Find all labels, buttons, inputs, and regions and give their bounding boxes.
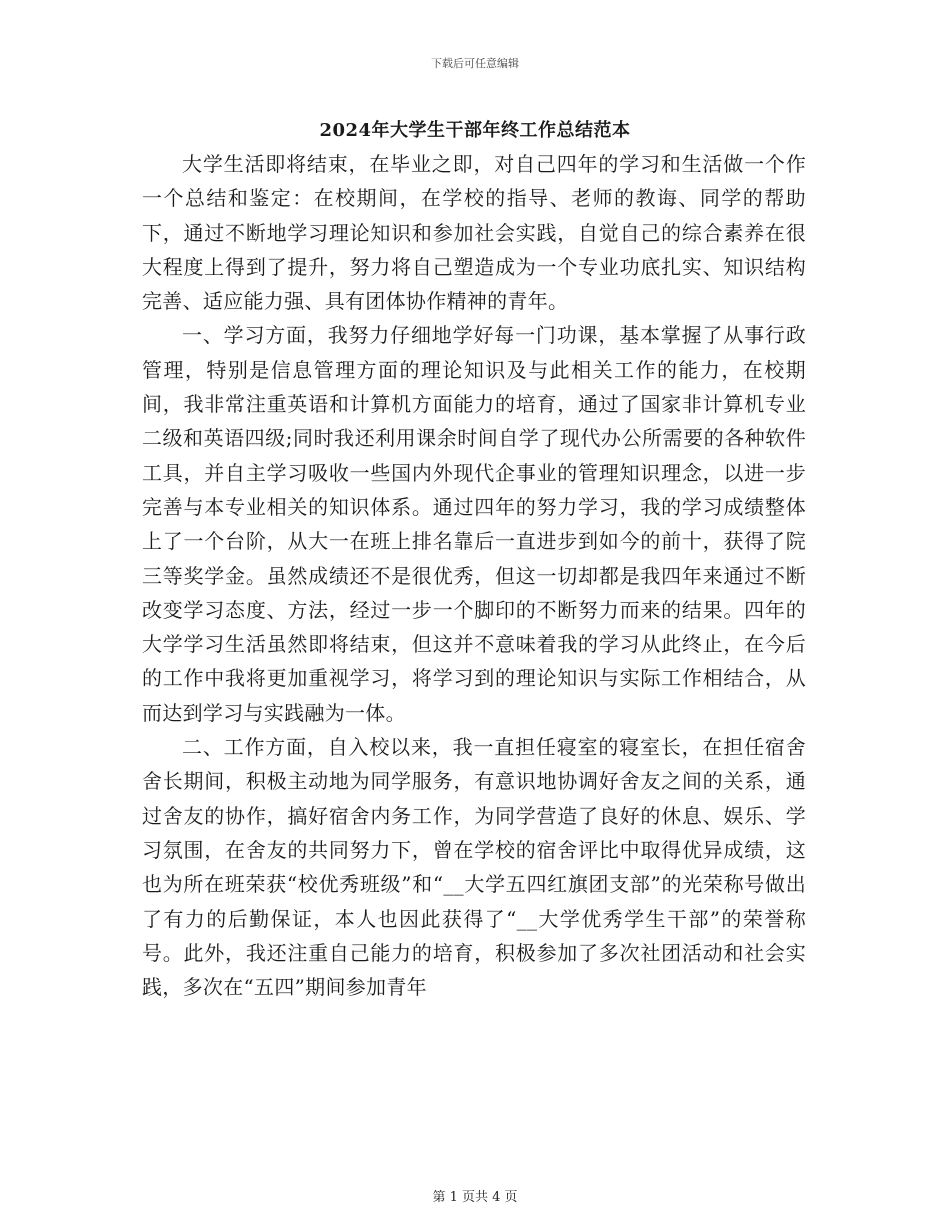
paragraph-study: 一、学习方面，我努力仔细地学好每一门功课，基本掌握了从事行政管理，特别是信息管理方面的理论知识及与此相关工作的能力，在校期间，我非常注重英语和计算机方面能力的培育，通过了国家非计算机专业二级和英语四级;同时我还利用课余时间自学了现代办公所需要的各种软件工具，并自主学习吸收一些国内外现代企事业的管理知识理念，以进一步完善与本专业相关的知识体系。通过四年的努力学习，我的学习成绩整体上了一个台阶，从大一在班上排名靠后一直进步到如今的前十，获得了院三等奖学金。虽然成绩还不是很优秀，但这一切却都是我四年来通过不断改变学习态度、方法，经过一步一个脚印的不断努力而来的结果。四年的大学学习生活虽然即将结束，但这并不意味着我的学习从此终止，在今后的工作中我将更加重视学习，将学习到的理论知识与实际工作相结合，从而达到学习与实践融为一体。 xyxy=(142,323,806,725)
document-body xyxy=(142,147,806,1004)
paragraph-intro: 大学生活即将结束，在毕业之即，对自己四年的学习和生活做一个作一个总结和鉴定：在校期间，在学校的指导、老师的教诲、同学的帮助下，通过不断地学习理论知识和参加社会实践，自觉自己的综合素养在很大程度上得到了提升，努力将自己塑造成为一个专业功底扎实、知识结构完善、适应能力强、具有团体协作精神的青年。 xyxy=(142,152,806,314)
download-note: 下载后可任意编辑 xyxy=(431,57,519,70)
page-number: 第 1 页共 4 页 xyxy=(432,1190,518,1205)
paragraph-work: 二、工作方面，自入校以来，我一直担任寝室的寝室长，在担任宿舍舍长期间，积极主动地为同学服务，有意识地协调好舍友之间的关系，通过舍友的协作，搞好宿舍内务工作，为同学营造了良好的休息、娱乐、学习氛围，在舍友的共同努力下，曾在学校的宿舍评比中取得优异成绩，这也为所在班荣获“校优秀班级”和“__大学五四红旗团支部”的光荣称号做出了有力的后勤保证，本人也因此获得了“__大学优秀学生干部”的荣誉称号。此外，我还注重自己能力的培育，积极参加了多次社团活动和社会实践，多次在“五四”期间参加青年 xyxy=(142,735,806,1000)
document-title: 2024年大学生干部年终工作总结范本 xyxy=(319,120,631,141)
